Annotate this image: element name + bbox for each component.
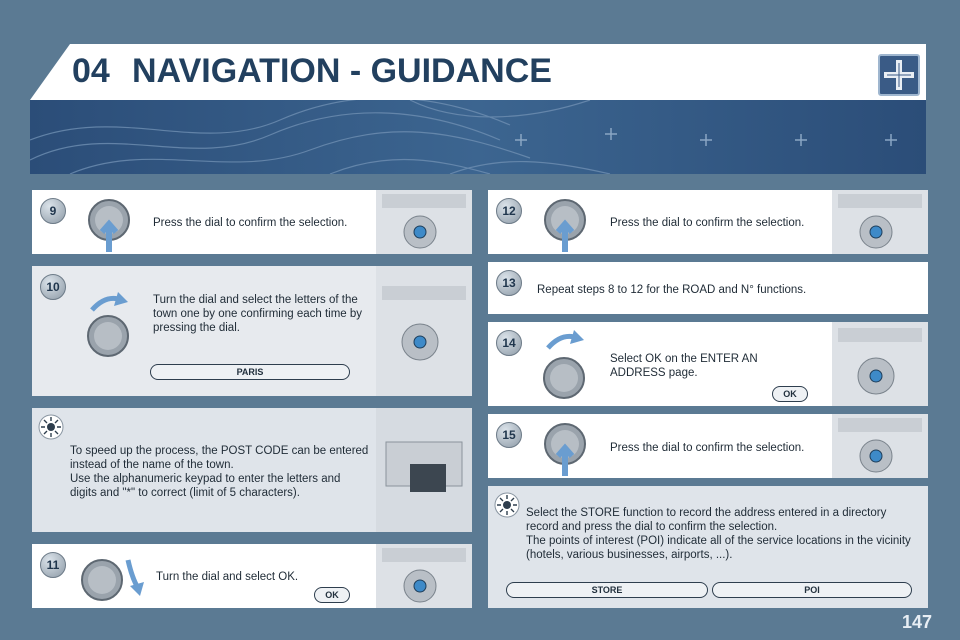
step-12-badge: 12 [496,198,522,224]
step-9-badge: 9 [40,198,66,224]
page-title: NAVIGATION - GUIDANCE [132,52,552,90]
step-14-badge: 14 [496,330,522,356]
lamp-icon [38,414,64,445]
rotate-dial-icon [540,328,592,407]
ok-button[interactable]: OK [772,386,808,402]
dial-icon [538,420,592,481]
lamp-icon [494,492,520,523]
town-field[interactable]: PARIS [150,364,350,380]
step-14-text: Select OK on the ENTER AN ADDRESS page. [610,353,758,379]
poi-button[interactable]: POI [712,582,912,598]
console-image [376,544,472,608]
console-image [832,414,928,478]
step-10-text: Turn the dial and select the letters of the town one by one confirming each time by pressing the dial. [153,294,363,334]
map-banner [30,100,926,174]
dial-icon [538,196,592,257]
step-10-badge: 10 [40,274,66,300]
step-11-text: Turn the dial and select OK. [156,571,299,583]
tip-1-text: To speed up the process, the POST CODE can be entered instead of the name of the town. Use the alphanumeric keypad to enter the letters and digits and "*" to correct (limit of 5 characters). [70,445,369,499]
chapter-number: 04 [72,52,110,90]
dial-icon [82,196,136,257]
console-image [832,190,928,254]
step-9-text: Press the dial to confirm the selection. [153,217,348,229]
console-image [832,322,928,406]
step-15-badge: 15 [496,422,522,448]
console-image [376,266,472,396]
rotate-dial-icon [78,552,154,609]
rotate-dial-icon [84,290,136,365]
step-12-text: Press the dial to confirm the selection. [610,217,805,229]
store-button[interactable]: STORE [506,582,708,598]
step-13-text: Repeat steps 8 to 12 for the ROAD and N° functions. [537,284,807,296]
page-number: 147 [901,612,932,632]
tip-2-text: Select the STORE function to record the address entered in a directory record and press the dial to confirm the selection. The points of interest (POI) indicate all of the service locations in the vicinity (hotels, various businesses, airports, ...). [526,507,911,561]
crossroads-icon [878,54,920,96]
keypad-image [376,408,472,532]
step-13-badge: 13 [496,270,522,296]
step-15-text: Press the dial to confirm the selection. [610,442,805,454]
ok-button[interactable]: OK [314,587,350,603]
step-11-badge: 11 [40,552,66,578]
console-image [376,190,472,254]
